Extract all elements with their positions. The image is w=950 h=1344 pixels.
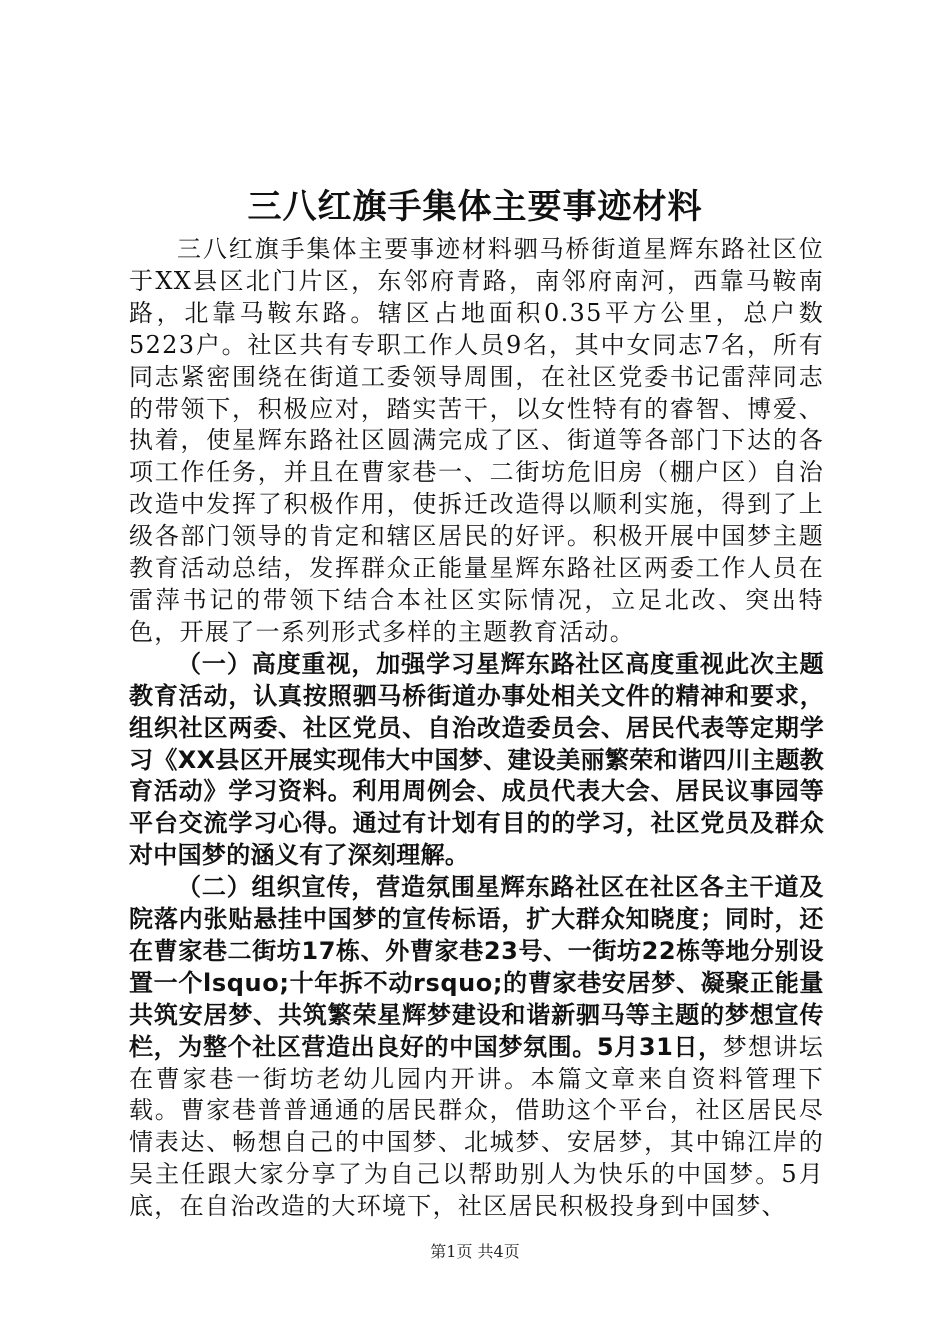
paragraph-intro: 三八红旗手集体主要事迹材料驷马桥街道星辉东路社区位于XX县区北门片区，东邻府青路，南邻府南河，西靠马鞍南路，北靠马鞍东路。辖区占地面积0.35平方公里，总户数5223户。社区共有专职工作人员9名，其中女同志7名，所有同志紧密围绕在街道工委领导周围，在社区党委书记雷萍同志的带领下，积极应对，踏实苦干，以女性特有的睿智、博爱、执着，使星辉东路社区圆满完成了区、街道等各部门下达的各项工作任务，并且在曹家巷一、二街坊危旧房（棚户区）自治改造中发挥了积极作用，使拆迁改造得以顺利实施，得到了上级各部门领导的肯定和辖区居民的好评。积极开展中国梦主题教育活动总结，发挥群众正能量星辉东路社区两委工作人员在雷萍书记的带领下结合本社区实际情况，立足北改、突出特色，开展了一系列形式多样的主题教育活动。: [129, 235, 824, 646]
document-title: 三八红旗手集体主要事迹材料: [247, 187, 703, 227]
page-number-footer: 第1页 共4页: [430, 1242, 520, 1261]
paragraph-section-two: [129, 872, 824, 1223]
paragraph-section-two-bold: （二）组织宣传，营造氛围星辉东路社区在社区各主干道及院落内张贴悬挂中国梦的宣传标语，扩大群众知晓度；同时，还在曹家巷二街坊17栋、外曹家巷23号、一街坊22栋等地分别设置一个lsquo;十年拆不动rsquo;的曹家巷安居梦、凝聚正能量共筑安居梦、共筑繁荣星辉梦建设和谐新驷马等主题的梦想宣传栏，为整个社区营造出良好的中国梦氛围。5月31日，: [129, 873, 824, 1061]
paragraph-section-two-regular: 梦想讲坛在曹家巷一街坊老幼儿园内开讲。本篇文章来自资料管理下载。曹家巷普普通通的居民群众，借助这个平台，社区居民尽情表达、畅想自己的中国梦、北城梦、安居梦，其中锦江岸的吴主任跟大家分享了为自己以帮助别人为快乐的中国梦。5月底，在自治改造的大环境下，社区居民积极投身到中国梦、: [129, 1032, 824, 1221]
document-body: [129, 234, 824, 1223]
paragraph-section-one: （一）高度重视，加强学习星辉东路社区高度重视此次主题教育活动，认真按照驷马桥街道办事处相关文件的精神和要求，组织社区两委、社区党员、自治改造委员会、居民代表等定期学习《XX县区开展实现伟大中国梦、建设美丽繁荣和谐四川主题教育活动》学习资料。利用周例会、成员代表大会、居民议事园等平台交流学习心得。通过有计划有目的的学习，社区党员及群众对中国梦的涵义有了深刻理解。: [129, 649, 824, 870]
